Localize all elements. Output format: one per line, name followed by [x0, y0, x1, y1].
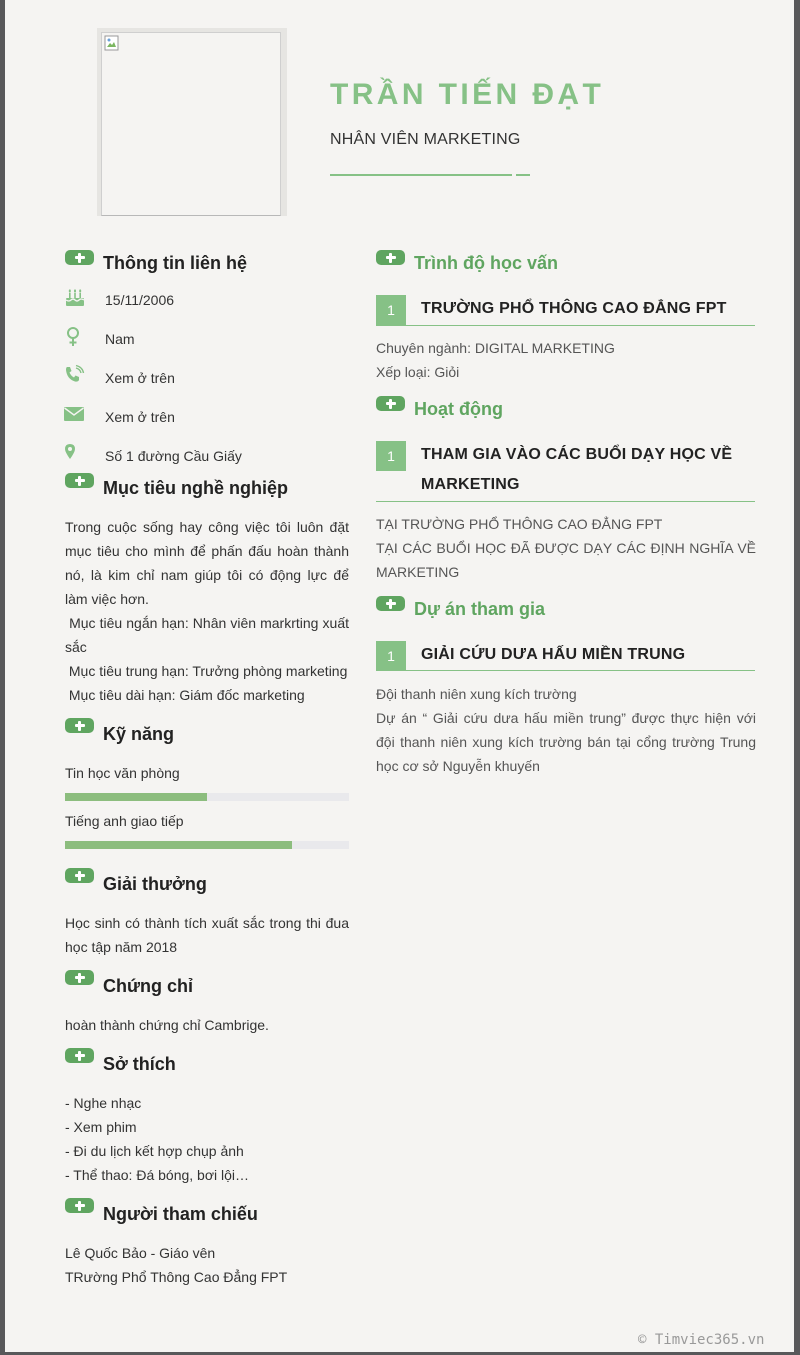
activity-line: TẠI TRƯỜNG PHỔ THÔNG CAO ĐẲNG FPT: [376, 516, 663, 532]
contact-heading: Thông tin liên hệ: [103, 253, 247, 273]
plus-icon: [376, 250, 405, 265]
item-divider: [376, 325, 755, 326]
objective-heading: Mục tiêu nghề nghiệp: [103, 478, 288, 498]
plus-icon: [376, 596, 405, 611]
education-heading: Trình độ học vấn: [414, 253, 559, 273]
certificates-heading: Chứng chỉ: [103, 976, 194, 996]
skill-bar: [65, 841, 349, 849]
project-description: Dự án “ Giải cứu dưa hấu miền trung” được thực hiện với đội thanh niên xung kích trường bán tại cổng trường Trung học cơ sở Nguyễn khuyến: [376, 710, 756, 774]
skill-label: Tin học văn phòng: [65, 765, 180, 781]
awards-text: Học sinh có thành tích xuất sắc trong thi đua học tập năm 2018: [65, 915, 349, 955]
objective-mid-term: Mục tiêu trung hạn: Trưởng phòng marketing: [65, 663, 348, 679]
gender-value: Nam: [105, 331, 135, 347]
objective-text: [65, 515, 353, 707]
plus-icon: [65, 473, 94, 488]
projects-heading: Dự án tham gia: [414, 599, 546, 619]
email-value: Xem ở trên: [105, 409, 175, 425]
plus-icon: [65, 250, 94, 265]
project-line: Đội thanh niên xung kích trường: [376, 686, 577, 702]
phone-value: Xem ở trên: [105, 370, 175, 386]
hobby-item: - Nghe nhạc: [65, 1095, 142, 1111]
skill-bar-fill: [65, 841, 292, 849]
activity-title: THAM GIA VÀO CÁC BUỔI DẠY HỌC VỀ: [421, 446, 733, 463]
references-heading: Người tham chiếu: [103, 1204, 258, 1224]
phone-icon: [63, 364, 85, 386]
broken-image-icon: [104, 35, 120, 51]
birthday-cake-icon: [64, 287, 86, 309]
reference-line: TRường Phổ Thông Cao Đẳng FPT: [65, 1269, 288, 1285]
plus-icon: [65, 718, 94, 733]
profile-photo-frame: [97, 28, 287, 216]
profile-photo: [101, 32, 281, 216]
hobby-item: - Xem phim: [65, 1119, 137, 1135]
job-title: NHÂN VIÊN MARKETING: [330, 131, 521, 148]
objective-short-term: Mục tiêu ngắn hạn: Nhân viên markrting xuất sắc: [65, 615, 353, 655]
activity-title: MARKETING: [421, 476, 520, 493]
cv-page: [5, 0, 794, 1352]
education-rank: Xếp loại: Giỏi: [376, 364, 460, 380]
certificates-text: hoàn thành chứng chỉ Cambrige.: [65, 1017, 269, 1033]
hobbies-heading: Sở thích: [103, 1054, 176, 1074]
activity-line: TẠI CÁC BUỔI HỌC ĐÃ ĐƯỢC DẠY CÁC ĐỊNH NGHĨA VỀ MARKETING: [376, 540, 756, 580]
skill-bar: [65, 793, 349, 801]
item-number: 1: [376, 441, 406, 471]
email-envelope-icon: [63, 403, 85, 425]
address-value: Số 1 đường Cầu Giấy: [105, 448, 242, 464]
female-gender-icon: [63, 325, 85, 347]
item-number: 1: [376, 295, 406, 325]
item-divider: [376, 501, 755, 502]
plus-icon: [65, 1048, 94, 1063]
birthday-value: 15/11/2006: [105, 292, 175, 308]
objective-summary: Trong cuộc sống hay công việc tôi luôn đặt mục tiêu cho mình để phấn đấu hoàn thành nó, là kim chỉ nam giúp tôi có động lực để làm việc hơn.: [65, 519, 349, 607]
candidate-name: TRẦN TIẾN ĐẠT: [330, 78, 605, 111]
reference-line: Lê Quốc Bảo - Giáo vên: [65, 1245, 216, 1261]
hobby-item: - Đi du lịch kết hợp chụp ảnh: [65, 1143, 244, 1159]
item-divider: [376, 670, 755, 671]
title-divider-short: [516, 174, 530, 176]
objective-long-term: Mục tiêu dài hạn: Giám đốc marketing: [65, 687, 305, 703]
title-divider: [330, 174, 512, 176]
plus-icon: [65, 1198, 94, 1213]
skills-heading: Kỹ năng: [103, 724, 175, 744]
activities-heading: Hoạt động: [414, 399, 503, 419]
awards-heading: Giải thưởng: [103, 874, 207, 894]
hobby-item: - Thể thao: Đá bóng, bơi lội…: [65, 1167, 250, 1183]
project-title: GIẢI CỨU DƯA HẤU MIỀN TRUNG: [421, 646, 686, 663]
skill-bar-fill: [65, 793, 207, 801]
plus-icon: [376, 396, 405, 411]
plus-icon: [65, 868, 94, 883]
education-major: Chuyên ngành: DIGITAL MARKETING: [376, 340, 615, 356]
copyright-text: © Timviec365.vn: [638, 1332, 765, 1348]
education-school: TRƯỜNG PHỔ THÔNG CAO ĐẲNG FPT: [421, 300, 727, 317]
plus-icon: [65, 970, 94, 985]
location-pin-icon: [63, 442, 85, 464]
item-number: 1: [376, 641, 406, 671]
skill-label: Tiếng anh giao tiếp: [65, 813, 184, 829]
